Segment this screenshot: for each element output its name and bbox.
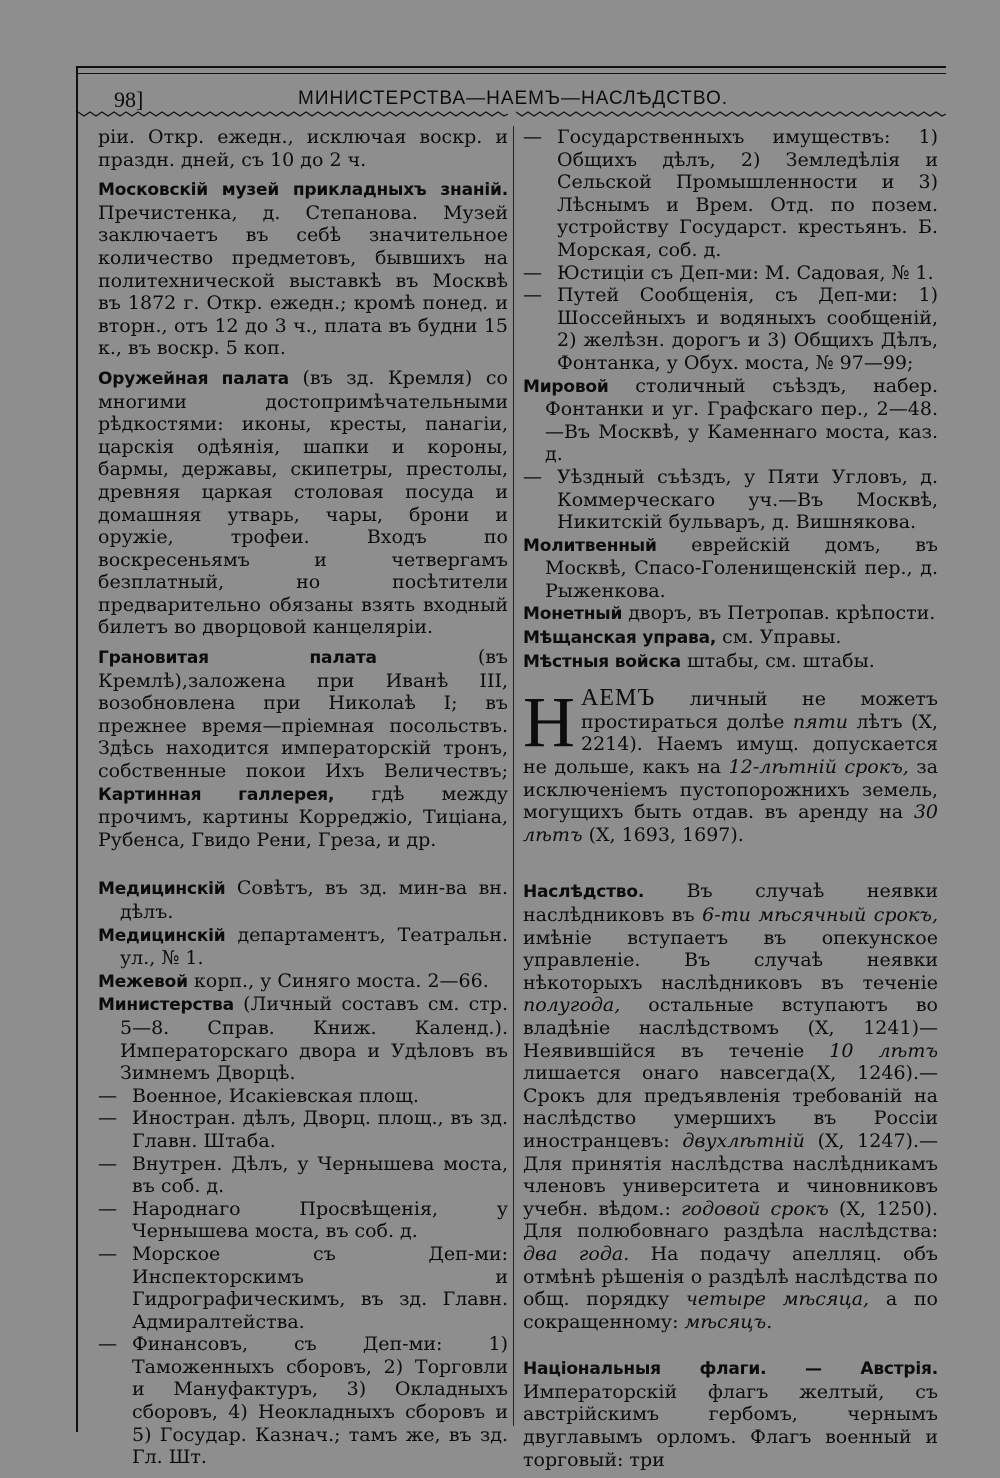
dash-mark: — [98,1333,117,1356]
ministry-communications [523,284,938,374]
entry-headword: Мировой [523,376,609,397]
ornament-rule-left [78,110,508,118]
entry-headword: Молитвенный [523,535,657,556]
entry-headword: Медицинскій [98,879,226,900]
entry-headword: Грановитая палата [98,648,377,669]
ministry-text: Путей Сообщенія, съ Деп-ми: 1) Шоссейныхъ и водяныхъ сообщеній, 2) желѣзн. дорогъ и 3) Общихъ Дѣлъ, Фонтанка, у Обух. моста, № 97—99; [557,284,938,374]
section-headword: Національныя флаги. — Австрія. [523,1359,938,1380]
entry-text: (въ Кремлѣ),заложена при Иванѣ III, возобновлена при Николаѣ I; въ прежнее время—пріемная посольствъ. Здѣсь находится императорскій тронъ, собственные покои Ихъ Величествъ; [98,646,509,783]
section-text: (X, 1250). Для полюбовнаго раздѣла наслѣдства: [523,1197,939,1243]
section-text: а по сокращенному: [523,1288,938,1333]
ministry-text: Юстиціи съ Деп-ми: М. Садовая, № 1. [557,261,934,284]
section-emphasis: 12-лѣтній срокъ, [728,756,909,779]
left-column [98,126,508,1469]
entry-continuation [98,126,508,171]
dash-mark: — [98,1107,117,1130]
ministry-navy [98,1243,508,1333]
entry-text: корп., у Синяго моста. 2—66. [193,969,489,992]
ministry-text: Внутрен. Дѣлъ, у Чернышева моста, въ соб. д. [132,1152,508,1198]
entry-headword: Мѣщанская управа, [523,628,717,649]
ministry-state-property [523,126,938,262]
section-text: лишается онаго навсегда(X, 1246).—Срокъ для предъявленія требованій на наслѣдство умершихъ въ Россіи иностранцевъ: [523,1062,938,1152]
right-column [523,126,938,1478]
section-text: за исключеніемъ пустопорожнихъ земель, могущихъ быть отдав. въ аренду на [523,756,939,824]
section-emphasis: двухлѣтній [682,1129,805,1152]
ministry-education [98,1198,508,1243]
section-naem [523,682,939,846]
entry-mint [523,602,938,626]
ministry-text: Военное, Исакіевская площ. [132,1084,419,1107]
page-number: 98] [114,87,144,112]
section-national-flags [523,1357,938,1471]
entry-text: см. Управы. [722,626,842,649]
dash-mark: — [523,465,542,488]
section-emphasis: 30 лѣтъ [523,801,938,846]
entry-headword: Монетный [523,604,623,625]
section-emphasis: 10 лѣтъ [829,1039,938,1062]
entry-text: Совѣтъ, въ зд. мин-ва вн. дѣлъ. [120,877,509,923]
entry-headword: Оружейная палата [98,368,289,389]
top-rule [78,66,946,74]
entry-headword: Московскій музей прикладныхъ знаній. [98,180,508,201]
dash-mark: — [98,1197,117,1220]
entry-text: Уѣздный съѣздъ, у Пяти Угловъ, д. Коммерческаго уч.—Въ Москвѣ, Никитскій бульваръ, д. Вишнякова. [557,465,938,534]
entry-text: столичный съѣздъ, набер. Фонтанки и уг. Графскаго пер., 2—48.—Въ Москвѣ, у Каменнаго моста, каз. д. [545,374,938,466]
entry-text: дворъ, въ Петропав. крѣпости. [628,602,936,625]
section-text: На подачу апелляц. объ отмѣнѣ рѣшенія о раздѣлѣ наслѣдства по общ. порядку [523,1242,938,1311]
ministry-text: Государственныхъ имуществъ: 1) Общихъ дѣлъ, 2) Земледѣлія и Сельской Промышленности и 3) Лѣснымъ и Врем. Отд. по позем. устройству Государст. крестьянъ. Б. Морская, соб. д. [557,126,938,261]
entry-headword: Министерства [98,995,234,1016]
column-divider [513,126,514,1426]
section-emphasis: годовой срокъ [681,1197,829,1220]
page-title: МИНИСТЕРСТВА—НАЕМЪ—НАСЛѢДСТВО. [298,88,729,109]
section-text: остальные вступаютъ во владѣніе наслѣдствомъ (X, 1241)—Неявившійся въ теченіе [523,994,938,1062]
section-emphasis: четыре мѣсяца, [686,1288,870,1311]
ministry-foreign [98,1107,508,1152]
section-text: Императорскій флагъ желтый, съ австрійскимъ гербомъ, чернымъ двуглавымъ орломъ. Флагъ военный и торговый: три [523,1380,938,1471]
ministry-interior [98,1153,508,1198]
entry-magistrates [523,375,938,466]
entry-text: штабы, см. штабы. [687,649,875,672]
entry-headword: Мѣстныя войска [523,651,681,672]
section-emphasis: 6-ти мѣсячный срокъ, [702,904,939,926]
ministry-war [98,1085,508,1108]
dash-mark: — [523,126,542,148]
entry-armory [98,367,508,639]
entry-text: гдѣ между прочимъ, картины Корреджіо, Тиціана, Рубенса, Гвидо Рени, Греза, и др. [98,782,509,851]
entry-survey-corps [98,970,508,994]
section-emphasis: полугода, [523,994,621,1017]
section-text: имѣніе вступаетъ въ опекунское управленіе. Въ случаѣ неявки нѣкоторыхъ наслѣдниковъ въ теченіе [523,926,938,994]
entry-text: Пречистенка, д. Степанова. Музей заключаетъ въ себѣ значительное количество предметовъ, бывшихъ на политехнической выставкѣ въ Москвѣ въ 1872 г. Откр. ежедн.; кромѣ понед. и вторн., отъ 12 до 3 ч., плата въ будни 15 к., въ воскр. 5 коп. [98,201,508,360]
section-text: (X, 1693, 1697). [588,823,744,846]
entry-headword: Медицинскій [98,925,226,946]
entry-text: ріи. Откр. ежедн., исключая воскр. и праздн. дней, съ 10 до 2 ч. [98,126,508,171]
dash-mark: — [98,1152,117,1175]
section-title: АЕМЪ [581,685,656,712]
entry-text: департаментъ, Театральн. ул., № 1. [120,923,508,970]
entry-med-department [98,924,508,970]
ministry-text: Народнаго Просвѣщенія, у Чернышева моста, въ соб. д. [132,1197,508,1243]
ministry-text: Иностран. дѣлъ, Дворц. площ., въ зд. Главн. Штаба. [132,1107,508,1152]
section-text: личный не можетъ простираться долѣе [581,688,938,733]
ministry-text: Финансовъ, съ Деп-ми: 1) Таможенныхъ сборовъ, 2) Торговли и Мануфактуръ, 3) Окладныхъ сборовъ, 4) Неокладныхъ сборовъ и 5) Государ. Казнач.; тамъ же, въ зд. Гл. Шт. [132,1333,508,1469]
entry-text: (Личный составъ см. стр. 5—8. Справ. Книж. Календ.). Императорскаго двора и Удѣловъ въ Зимнемъ Дворцѣ. [120,993,508,1085]
dash-mark: — [523,284,542,307]
entry-headword: Картинная галлерея, [98,784,335,805]
section-emphasis: два года. [523,1242,630,1265]
entry-moscow-museum [98,178,508,360]
dash-mark: — [98,1242,117,1265]
section-text: Въ случаѣ неявки наслѣдниковъ въ [523,880,938,926]
section-text: лѣтъ (X, 2214). Наемъ имущ. допускается не дольше, какъ на [523,710,938,779]
ministry-finance [98,1333,508,1469]
entry-med-council [98,877,508,923]
ministry-text: Морское съ Деп-ми: Инспекторскимъ и Гидрографическимъ, въ зд. Главн. Адмиралтейства. [132,1242,508,1333]
section-text: (X, 1247).—Для принятія наслѣдства наслѣдникамъ членовъ университета и чиновниковъ учебн. вѣдом.: [523,1129,938,1220]
entry-burghers-board [523,626,938,650]
section-nasledstvo [523,880,938,1333]
dash-mark: — [523,261,542,284]
entry-text: еврейскій домъ, въ Москвѣ, Спасо-Голенищенскій пер., д. Рыженкова. [545,533,938,602]
dash-mark: — [98,1084,117,1107]
ornament-rule-right [516,110,946,118]
ministry-justice [523,262,938,285]
section-emphasis: пяти [792,710,848,733]
entry-prayer-house [523,534,938,603]
entry-headword: Межевой [98,971,188,992]
entry-granovitaya [98,646,508,851]
book-page [76,66,946,1471]
drop-cap: Н [523,682,575,763]
entry-ministries [98,993,508,1084]
entry-text: (въ зд. Кремля) со многими достопримѣчательными рѣдкостями: иконы, кресты, панагіи, царскія одѣянія, шапки и короны, бармы, державы, скипетры, престолы, древняя царкая столовая посуда и домашняя утварь, чары, брони и оружіе, трофеи. Входъ по воскресеньямъ и четвергамъ безплатный, но посѣтители предварительно обязаны взять входный билетъ во дворцовой канцеляріи. [98,366,508,639]
entry-district-congress [523,466,938,534]
entry-local-troops [523,650,938,674]
section-headword: Наслѣдство. [523,882,645,903]
section-emphasis: мѣсяцъ. [684,1310,773,1333]
